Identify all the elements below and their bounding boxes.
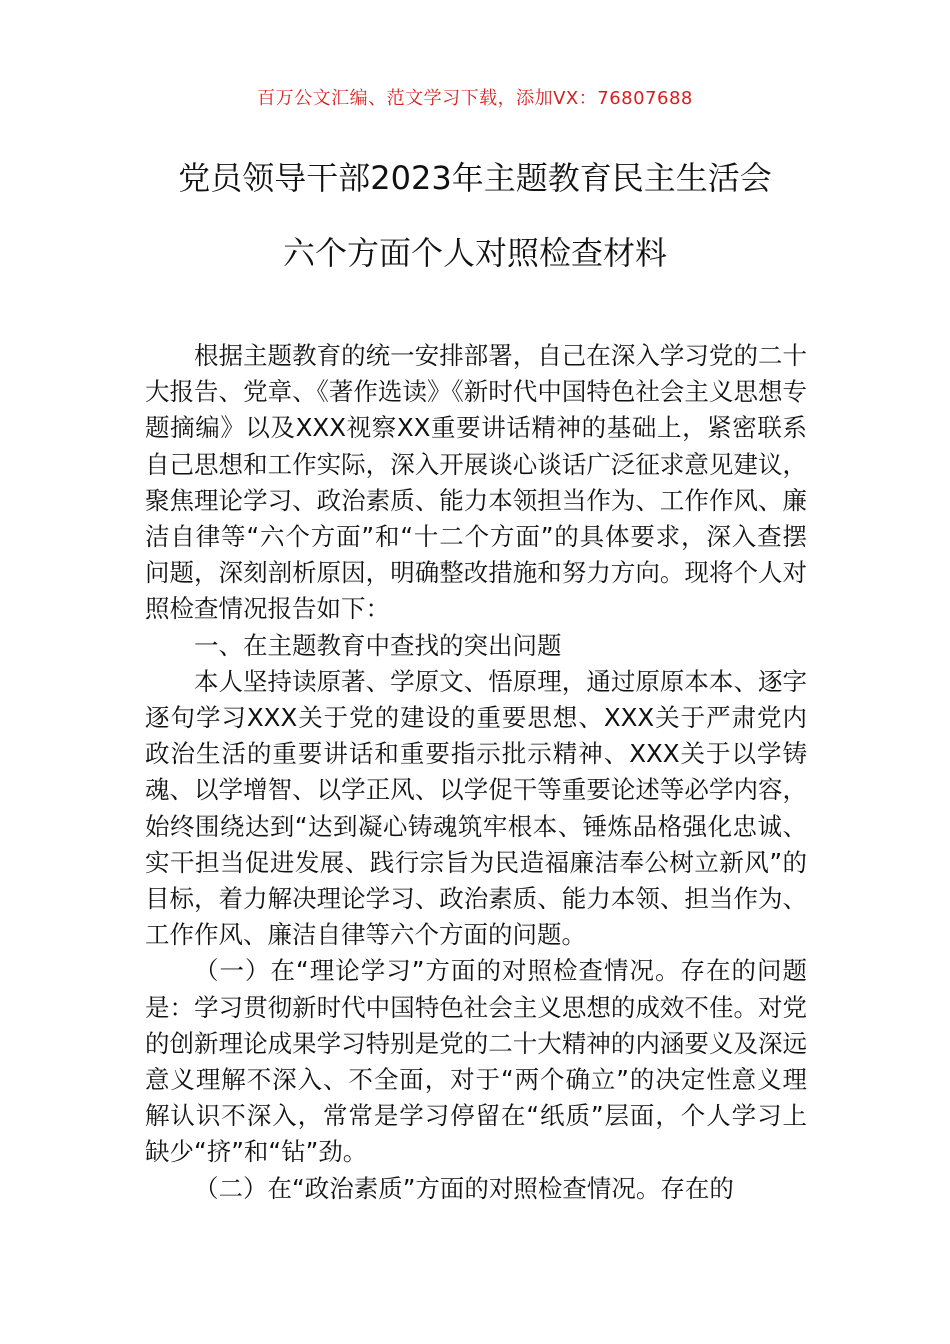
section-heading-1: 一、在主题教育中查找的突出问题 [194, 630, 562, 660]
document-body [145, 338, 807, 1207]
document-title-line-1: 党员领导干部2023年主题教育民主生活会 [178, 159, 772, 197]
paragraph-intro: 根据主题教育的统一安排部署，自己在深入学习党的二十大报告、党章、《著作选读》《新时代中国特色社会主义思想专题摘编》以及XXX视察XX重要讲话精神的基础上，紧密联系自己思想和工作实际，深入开展谈心谈话广泛征求意见建议，聚焦理论学习、政治素质、能力本领担当作为、工作作风、廉洁自律等“六个方面”和“十二个方面”的具体要求，深入查摆问题，深刻剖析原因，明确整改措施和努力方向。现将个人对照检查情况报告如下： [145, 341, 807, 624]
paragraph-section-1-summary: 本人坚持读原著、学原文、悟原理，通过原原本本、逐字逐句学习XXX关于党的建设的重要思想、XXX关于严肃党内政治生活的重要讲话和重要指示批示精神、XXX关于以学铸魂、以学增智、以学正风、以学促干等重要论述等必学内容，始终围绕达到“达到凝心铸魂筑牢根本、锤炼品格强化忠诚、实干担当促进发展、践行宗旨为民造福廉洁奉公树立新风”的目标，着力解决理论学习、政治素质、能力本领、担当作为、工作作风、廉洁自律等六个方面的问题。 [145, 666, 807, 950]
watermark-header-text: 百万公文汇编、范文学习下载，添加VX：76807688 [257, 88, 693, 109]
document-title-line-2: 六个方面个人对照检查材料 [282, 234, 667, 272]
paragraph-political-quality: （二）在“政治素质”方面的对照检查情况。存在的 [194, 1173, 734, 1203]
paragraph-theory-study: （一）在“理论学习”方面的对照检查情况。存在的问题是：学习贯彻新时代中国特色社会主义思想的成效不佳。对党的创新理论成果学习特别是党的二十大精神的内涵要义及深远意义理解不深入、不全面，对于“两个确立”的决定性意义理解认识不深入，常常是学习停留在“纸质”层面，个人学习上缺少“挤”和“钻”劲。 [145, 956, 807, 1167]
